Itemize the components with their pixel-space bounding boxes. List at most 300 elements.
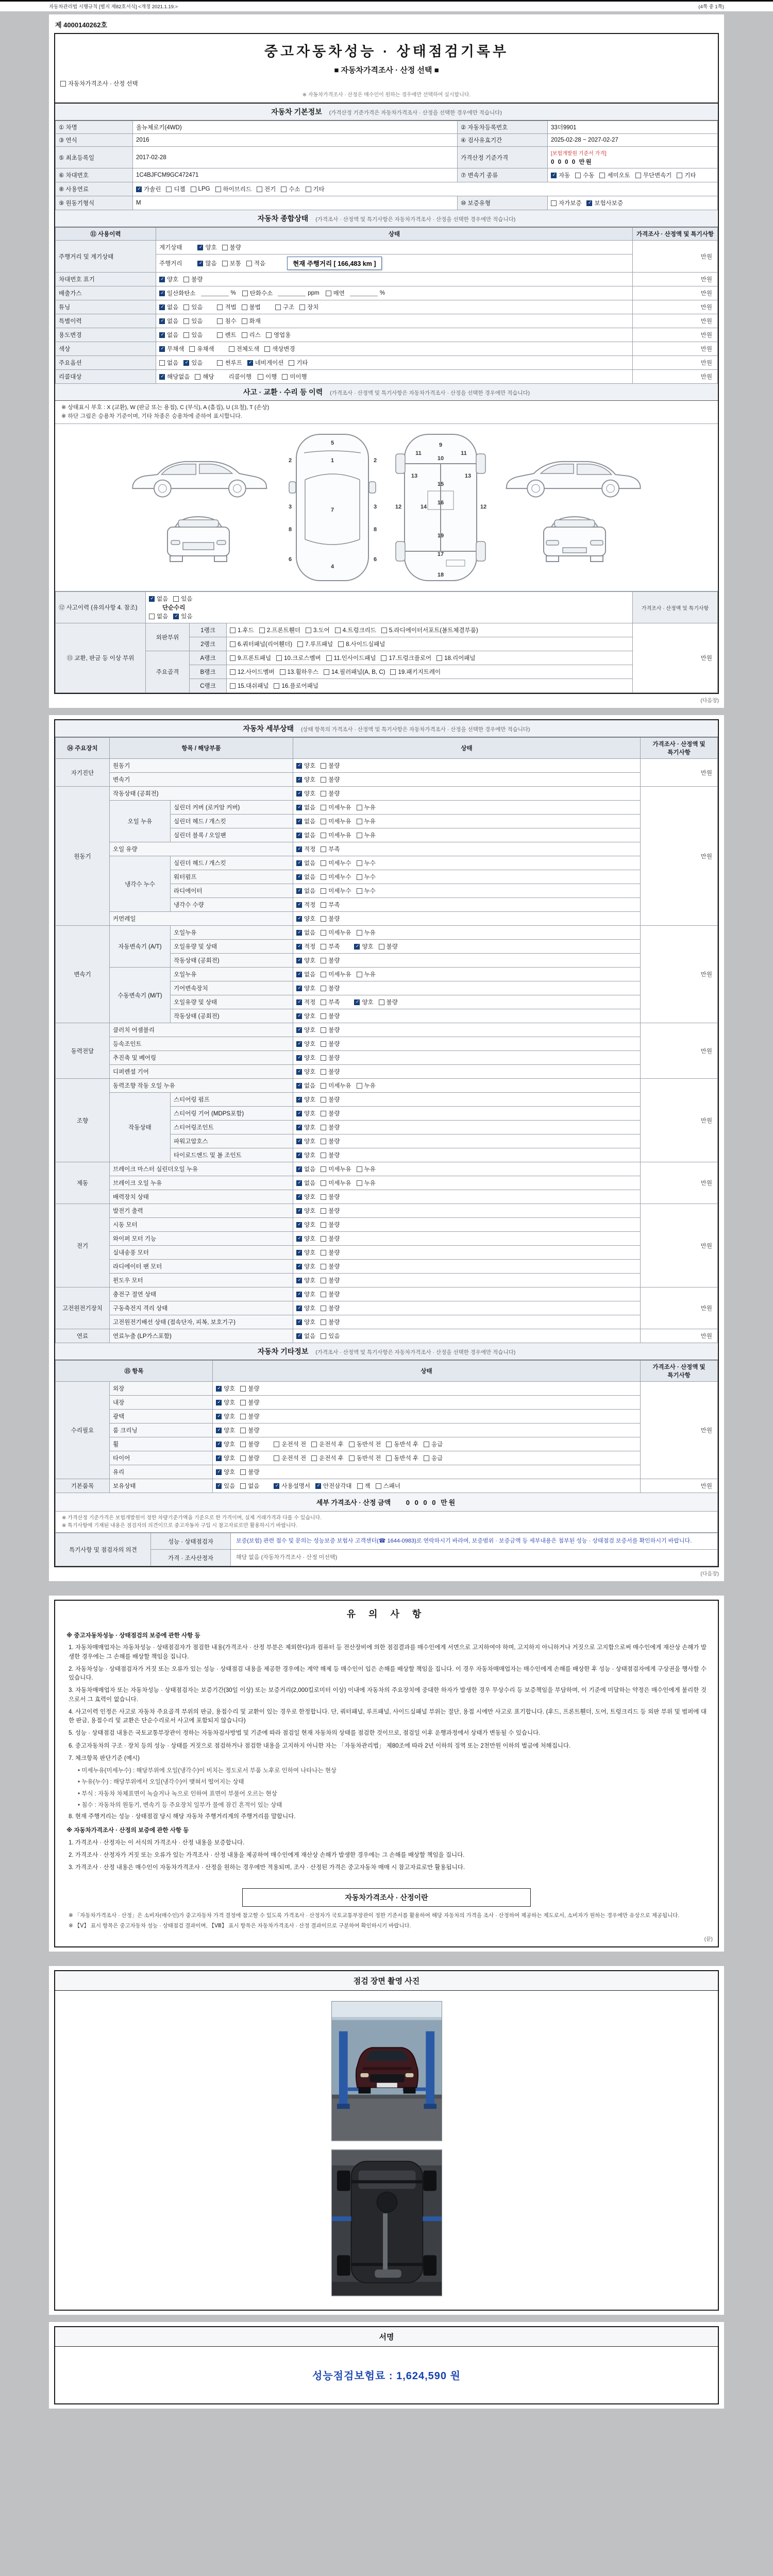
checkbox-option[interactable]	[296, 1304, 315, 1312]
checkbox-option[interactable]	[274, 1482, 310, 1490]
checkbox-option[interactable]	[242, 289, 273, 297]
checkbox-option[interactable]	[296, 1109, 315, 1117]
checkbox-option[interactable]	[296, 1179, 315, 1187]
checkbox[interactable]	[349, 1442, 355, 1447]
checkbox-option[interactable]	[296, 1248, 315, 1257]
checkbox[interactable]	[357, 930, 362, 936]
checkbox-option[interactable]	[321, 817, 351, 825]
checkbox[interactable]	[321, 1264, 326, 1269]
checkbox[interactable]	[321, 1055, 326, 1061]
checkbox[interactable]	[149, 614, 155, 619]
checkbox[interactable]	[257, 187, 262, 192]
checkbox-option[interactable]	[321, 1109, 340, 1117]
checkbox-option[interactable]	[296, 1081, 315, 1090]
checkbox-option[interactable]	[315, 1482, 352, 1490]
checkbox-option[interactable]	[357, 1482, 371, 1490]
checkbox-option[interactable]	[296, 845, 315, 853]
checkbox-option[interactable]	[217, 303, 236, 311]
checkbox[interactable]	[321, 860, 326, 866]
checkbox[interactable]	[390, 669, 396, 675]
checkbox[interactable]	[217, 332, 223, 338]
checkbox-option[interactable]	[354, 942, 373, 951]
checkbox-option[interactable]	[677, 171, 696, 179]
checkbox[interactable]	[321, 1306, 326, 1311]
checkbox[interactable]	[296, 930, 302, 936]
checkbox-option[interactable]	[296, 1262, 315, 1270]
checkbox-option[interactable]	[296, 761, 315, 770]
checkbox[interactable]	[321, 986, 326, 991]
checkbox[interactable]	[274, 1455, 279, 1461]
checkbox[interactable]	[296, 1013, 302, 1019]
checkbox[interactable]	[296, 1208, 302, 1214]
checkbox[interactable]	[296, 1111, 302, 1116]
checkbox[interactable]	[386, 1442, 392, 1447]
checkbox-option[interactable]	[321, 775, 340, 784]
checkbox-option[interactable]	[149, 595, 168, 603]
checkbox[interactable]	[159, 277, 165, 282]
checkbox-option[interactable]	[296, 970, 315, 978]
checkbox-option[interactable]	[197, 243, 216, 251]
checkbox-option[interactable]	[296, 914, 315, 923]
checkbox-option[interactable]	[296, 1207, 315, 1215]
checkbox[interactable]	[240, 1483, 246, 1489]
checkbox[interactable]	[381, 628, 387, 633]
checkbox[interactable]	[166, 187, 172, 192]
checkbox-option[interactable]	[321, 1137, 340, 1145]
checkbox-option[interactable]	[321, 1081, 351, 1090]
checkbox-option[interactable]	[357, 859, 376, 867]
checkbox[interactable]	[216, 1442, 222, 1447]
checkbox-option[interactable]	[357, 928, 376, 937]
checkbox-option[interactable]	[321, 1248, 340, 1257]
checkbox[interactable]	[296, 888, 302, 894]
checkbox[interactable]	[321, 763, 326, 769]
checkbox[interactable]	[230, 628, 236, 633]
checkbox[interactable]	[183, 332, 189, 338]
checkbox-option[interactable]	[296, 1234, 315, 1243]
checkbox-option[interactable]	[240, 1468, 259, 1476]
checkbox[interactable]	[321, 819, 326, 824]
checkbox-option[interactable]	[229, 345, 259, 353]
checkbox-option[interactable]	[149, 612, 168, 620]
checkbox-option[interactable]	[222, 259, 241, 267]
checkbox[interactable]	[266, 332, 272, 338]
checkbox-option[interactable]	[335, 626, 376, 634]
checkbox[interactable]	[321, 999, 326, 1005]
checkbox-option[interactable]	[551, 171, 570, 179]
checkbox-option[interactable]	[297, 640, 333, 648]
checkbox-option[interactable]	[321, 1304, 340, 1312]
checkbox-option[interactable]	[159, 345, 184, 353]
checkbox-option[interactable]	[240, 1426, 259, 1434]
checkbox-option[interactable]	[321, 928, 351, 937]
checkbox[interactable]	[183, 277, 189, 282]
checkbox[interactable]	[551, 200, 557, 206]
checkbox[interactable]	[216, 1469, 222, 1475]
checkbox-option[interactable]	[321, 1276, 340, 1284]
checkbox-option[interactable]	[321, 1026, 340, 1034]
checkbox[interactable]	[240, 1414, 246, 1419]
checkbox[interactable]	[247, 360, 253, 366]
checkbox[interactable]	[306, 628, 311, 633]
checkbox[interactable]	[324, 669, 329, 675]
checkbox-option[interactable]	[321, 1221, 340, 1229]
checkbox-option[interactable]	[349, 1440, 381, 1448]
checkbox[interactable]	[357, 805, 362, 810]
checkbox-option[interactable]	[296, 1151, 315, 1159]
checkbox-option[interactable]	[195, 372, 214, 381]
checkbox[interactable]	[296, 1333, 302, 1339]
checkbox-option[interactable]	[321, 1290, 340, 1298]
checkbox-option[interactable]	[321, 859, 351, 867]
checkbox[interactable]	[240, 1428, 246, 1433]
checkbox-option[interactable]	[321, 761, 340, 770]
checkbox[interactable]	[315, 1483, 321, 1489]
checkbox[interactable]	[296, 1250, 302, 1256]
checkbox[interactable]	[191, 187, 196, 192]
checkbox[interactable]	[136, 187, 142, 192]
checkbox-option[interactable]	[321, 1095, 340, 1104]
checkbox-option[interactable]	[321, 1179, 351, 1187]
checkbox[interactable]	[296, 860, 302, 866]
checkbox-option[interactable]	[296, 1095, 315, 1104]
checkbox-option[interactable]	[216, 1426, 235, 1434]
checkbox[interactable]	[296, 1306, 302, 1311]
checkbox-option[interactable]	[216, 1482, 235, 1490]
checkbox[interactable]	[217, 318, 223, 324]
checkbox[interactable]	[197, 261, 203, 266]
checkbox-option[interactable]	[296, 831, 315, 839]
checkbox[interactable]	[321, 944, 326, 950]
checkbox[interactable]	[159, 374, 165, 380]
checkbox-option[interactable]	[349, 1454, 381, 1462]
checkbox[interactable]	[379, 944, 384, 950]
checkbox[interactable]	[159, 332, 165, 338]
checkbox-option[interactable]	[266, 331, 291, 339]
checkbox[interactable]	[189, 346, 195, 352]
checkbox-option[interactable]	[296, 803, 315, 811]
checkbox-option[interactable]	[242, 303, 261, 311]
checkbox-option[interactable]	[321, 1067, 340, 1076]
checkbox-option[interactable]	[357, 887, 376, 895]
checkbox[interactable]	[321, 1139, 326, 1144]
checkbox-option[interactable]	[296, 1137, 315, 1145]
checkbox-option[interactable]	[296, 1290, 315, 1298]
checkbox-option[interactable]	[296, 1276, 315, 1284]
checkbox[interactable]	[183, 360, 189, 366]
checkbox-option[interactable]	[242, 317, 261, 325]
checkbox-option[interactable]	[183, 303, 203, 311]
checkbox[interactable]	[357, 1180, 362, 1186]
checkbox[interactable]	[677, 173, 682, 178]
checkbox[interactable]	[296, 819, 302, 824]
checkbox[interactable]	[230, 655, 236, 661]
checkbox[interactable]	[296, 777, 302, 783]
checkbox-option[interactable]	[296, 775, 315, 784]
checkbox[interactable]	[159, 291, 165, 296]
checkbox[interactable]	[296, 1069, 302, 1075]
checkbox[interactable]	[296, 1194, 302, 1200]
checkbox-option[interactable]	[379, 998, 398, 1006]
checkbox[interactable]	[635, 173, 641, 178]
checkbox-option[interactable]	[222, 243, 241, 251]
checkbox[interactable]	[230, 669, 236, 675]
checkbox[interactable]	[296, 874, 302, 880]
checkbox[interactable]	[242, 332, 247, 338]
checkbox[interactable]	[216, 1400, 222, 1405]
checkbox-option[interactable]	[258, 372, 277, 381]
checkbox-option[interactable]	[321, 831, 351, 839]
checkbox-option[interactable]	[321, 1054, 340, 1062]
checkbox-option[interactable]	[381, 626, 478, 634]
checkbox[interactable]	[216, 1428, 222, 1433]
checkbox[interactable]	[159, 318, 165, 324]
checkbox[interactable]	[321, 1236, 326, 1242]
checkbox-option[interactable]	[280, 668, 318, 676]
checkbox-option[interactable]	[357, 1081, 376, 1090]
checkbox-option[interactable]	[217, 331, 236, 339]
checkbox-option[interactable]	[321, 1165, 351, 1173]
checkbox-option[interactable]	[60, 79, 138, 88]
checkbox[interactable]	[296, 986, 302, 991]
checkbox[interactable]	[296, 1180, 302, 1186]
checkbox-option[interactable]	[296, 789, 315, 798]
checkbox[interactable]	[242, 318, 247, 324]
checkbox[interactable]	[321, 1222, 326, 1228]
checkbox[interactable]	[173, 614, 179, 619]
checkbox[interactable]	[321, 833, 326, 838]
checkbox[interactable]	[321, 1111, 326, 1116]
checkbox-option[interactable]	[281, 185, 300, 193]
checkbox-option[interactable]	[240, 1412, 259, 1420]
checkbox-option[interactable]	[296, 1221, 315, 1229]
checkbox[interactable]	[230, 641, 236, 647]
checkbox-option[interactable]	[321, 1123, 340, 1131]
checkbox[interactable]	[379, 999, 384, 1005]
checkbox[interactable]	[296, 1027, 302, 1033]
checkbox-option[interactable]	[282, 372, 307, 381]
checkbox[interactable]	[173, 596, 179, 602]
checkbox[interactable]	[280, 669, 285, 675]
checkbox[interactable]	[240, 1400, 246, 1405]
checkbox-option[interactable]	[296, 1123, 315, 1131]
checkbox[interactable]	[217, 360, 223, 366]
checkbox[interactable]	[240, 1469, 246, 1475]
checkbox[interactable]	[183, 318, 189, 324]
checkbox[interactable]	[321, 1027, 326, 1033]
checkbox[interactable]	[296, 972, 302, 977]
checkbox-option[interactable]	[276, 654, 321, 662]
checkbox[interactable]	[321, 958, 326, 963]
checkbox[interactable]	[259, 628, 265, 633]
checkbox-option[interactable]	[257, 185, 276, 193]
checkbox[interactable]	[321, 1083, 326, 1089]
checkbox-option[interactable]	[321, 1012, 340, 1020]
checkbox[interactable]	[296, 1097, 302, 1103]
checkbox-option[interactable]	[246, 259, 265, 267]
checkbox-option[interactable]	[230, 626, 254, 634]
checkbox-option[interactable]	[321, 998, 340, 1006]
checkbox-option[interactable]	[321, 1262, 340, 1270]
checkbox[interactable]	[222, 261, 228, 266]
checkbox[interactable]	[296, 1278, 302, 1283]
checkbox[interactable]	[321, 846, 326, 852]
checkbox-option[interactable]	[230, 640, 292, 648]
checkbox-option[interactable]	[230, 654, 271, 662]
checkbox-option[interactable]	[296, 998, 315, 1006]
checkbox[interactable]	[321, 777, 326, 783]
checkbox-option[interactable]	[183, 275, 203, 283]
checkbox-option[interactable]	[274, 1454, 306, 1462]
checkbox[interactable]	[289, 360, 294, 366]
checkbox[interactable]	[354, 944, 360, 950]
checkbox-option[interactable]	[159, 331, 178, 339]
checkbox[interactable]	[274, 1442, 279, 1447]
checkbox-option[interactable]	[240, 1482, 259, 1490]
checkbox[interactable]	[575, 173, 581, 178]
checkbox-option[interactable]	[191, 186, 210, 192]
checkbox[interactable]	[197, 245, 203, 250]
checkbox-option[interactable]	[296, 928, 315, 937]
checkbox-option[interactable]	[599, 171, 630, 179]
checkbox[interactable]	[258, 374, 263, 380]
checkbox-option[interactable]	[230, 668, 275, 676]
checkbox[interactable]	[338, 641, 344, 647]
checkbox[interactable]	[296, 916, 302, 922]
checkbox-option[interactable]	[321, 1193, 340, 1201]
checkbox-option[interactable]	[183, 317, 203, 325]
checkbox-option[interactable]	[390, 668, 441, 676]
checkbox-option[interactable]	[296, 1012, 315, 1020]
checkbox-option[interactable]	[189, 345, 214, 353]
checkbox-option[interactable]	[296, 859, 315, 867]
checkbox-option[interactable]	[424, 1440, 443, 1448]
checkbox[interactable]	[222, 245, 228, 250]
checkbox-option[interactable]	[274, 1440, 306, 1448]
checkbox[interactable]	[216, 1455, 222, 1461]
checkbox[interactable]	[321, 1208, 326, 1214]
checkbox-option[interactable]	[159, 289, 196, 297]
checkbox-option[interactable]	[386, 1454, 418, 1462]
checkbox-option[interactable]	[326, 654, 376, 662]
checkbox-option[interactable]	[357, 1179, 376, 1187]
checkbox[interactable]	[281, 187, 287, 192]
checkbox-option[interactable]	[275, 303, 294, 311]
checkbox[interactable]	[215, 187, 221, 192]
checkbox-option[interactable]	[321, 1332, 340, 1340]
checkbox-option[interactable]	[386, 1440, 418, 1448]
checkbox-option[interactable]	[321, 1234, 340, 1243]
checkbox[interactable]	[282, 374, 288, 380]
checkbox[interactable]	[296, 1166, 302, 1172]
checkbox-option[interactable]	[296, 984, 315, 992]
checkbox[interactable]	[296, 1222, 302, 1228]
checkbox[interactable]	[321, 888, 326, 894]
checkbox[interactable]	[321, 1250, 326, 1256]
checkbox[interactable]	[159, 360, 165, 366]
checkbox-option[interactable]	[240, 1440, 259, 1448]
checkbox-option[interactable]	[357, 970, 376, 978]
checkbox-option[interactable]	[575, 171, 594, 179]
checkbox-option[interactable]	[311, 1440, 344, 1448]
checkbox-option[interactable]	[274, 682, 318, 690]
checkbox[interactable]	[159, 346, 165, 352]
checkbox-option[interactable]	[159, 359, 178, 367]
checkbox-option[interactable]	[183, 359, 203, 367]
checkbox-option[interactable]	[289, 359, 308, 367]
checkbox-option[interactable]	[311, 1454, 344, 1462]
checkbox[interactable]	[586, 200, 592, 206]
checkbox[interactable]	[229, 346, 234, 352]
checkbox-option[interactable]	[240, 1384, 259, 1393]
checkbox-option[interactable]	[230, 682, 268, 690]
checkbox-option[interactable]	[216, 1440, 235, 1448]
checkbox[interactable]	[436, 655, 442, 661]
checkbox[interactable]	[296, 833, 302, 838]
checkbox-option[interactable]	[321, 914, 340, 923]
checkbox[interactable]	[296, 791, 302, 796]
checkbox-option[interactable]	[296, 1318, 315, 1326]
checkbox-option[interactable]	[159, 303, 178, 311]
checkbox[interactable]	[321, 1125, 326, 1130]
checkbox[interactable]	[326, 291, 331, 296]
checkbox-option[interactable]	[296, 942, 315, 951]
checkbox[interactable]	[321, 1333, 326, 1339]
checkbox-option[interactable]	[259, 626, 300, 634]
checkbox[interactable]	[274, 683, 279, 689]
checkbox[interactable]	[321, 1194, 326, 1200]
checkbox-option[interactable]	[215, 185, 252, 193]
checkbox-option[interactable]	[357, 803, 376, 811]
checkbox[interactable]	[216, 1414, 222, 1419]
checkbox[interactable]	[357, 819, 362, 824]
checkbox[interactable]	[296, 1264, 302, 1269]
checkbox-option[interactable]	[321, 1040, 340, 1048]
checkbox[interactable]	[357, 888, 362, 894]
checkbox-option[interactable]	[296, 1067, 315, 1076]
checkbox-option[interactable]	[216, 1468, 235, 1476]
checkbox-option[interactable]	[321, 942, 340, 951]
checkbox-option[interactable]	[357, 817, 376, 825]
checkbox[interactable]	[296, 1125, 302, 1130]
checkbox[interactable]	[321, 1097, 326, 1103]
checkbox-option[interactable]	[296, 873, 315, 881]
checkbox-option[interactable]	[321, 1151, 340, 1159]
checkbox[interactable]	[321, 916, 326, 922]
checkbox[interactable]	[240, 1455, 246, 1461]
checkbox-option[interactable]	[321, 803, 351, 811]
checkbox-option[interactable]	[306, 185, 325, 193]
checkbox[interactable]	[357, 1083, 362, 1089]
checkbox[interactable]	[321, 1278, 326, 1283]
checkbox[interactable]	[240, 1442, 246, 1447]
checkbox[interactable]	[321, 1069, 326, 1075]
checkbox-option[interactable]	[586, 199, 623, 207]
checkbox[interactable]	[321, 1166, 326, 1172]
checkbox[interactable]	[321, 1041, 326, 1047]
checkbox[interactable]	[296, 846, 302, 852]
checkbox[interactable]	[296, 902, 302, 908]
checkbox[interactable]	[230, 683, 236, 689]
checkbox-option[interactable]	[321, 887, 351, 895]
checkbox[interactable]	[381, 655, 386, 661]
checkbox-option[interactable]	[321, 984, 340, 992]
checkbox[interactable]	[296, 1319, 302, 1325]
checkbox[interactable]	[217, 304, 223, 310]
checkbox[interactable]	[321, 791, 326, 796]
checkbox-option[interactable]	[159, 372, 190, 381]
checkbox[interactable]	[296, 1139, 302, 1144]
